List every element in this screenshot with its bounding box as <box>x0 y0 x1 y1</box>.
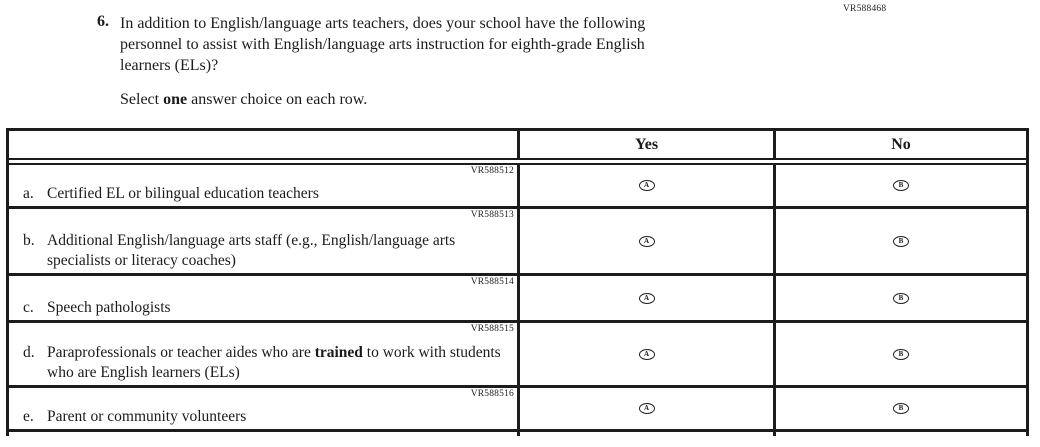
row-e-text-pre: Parent or community volunteers <box>47 407 247 425</box>
row-a-label-cell <box>9 165 520 206</box>
instruction-text <box>120 91 367 109</box>
row-c-letter: c. <box>23 298 34 316</box>
table-header-row <box>9 131 1026 165</box>
row-b-yes-bubble[interactable]: A <box>639 236 655 247</box>
question-text-line-2: personnel to assist with English/language arts instruction for eighth-grade English <box>120 36 645 53</box>
table-row-e <box>9 388 1026 432</box>
row-d-label-cell <box>9 323 520 385</box>
table-row-a <box>9 165 1026 209</box>
row-b-label-cell <box>9 209 520 273</box>
row-a-yes-cell <box>520 165 776 206</box>
row-b-text <box>17 231 514 270</box>
row-a-body <box>47 184 512 204</box>
row-e-body <box>47 407 512 427</box>
column-header-no: No <box>891 135 911 153</box>
row-d-text-pre: Paraprofessionals or teacher aides who are <box>47 344 315 361</box>
row-d-code: VR588515 <box>470 324 514 334</box>
row-c-text-pre: Speech pathologists <box>47 298 171 316</box>
question-number: 6. <box>97 13 109 30</box>
form-code: VR588468 <box>843 4 887 14</box>
row-d-letter: d. <box>23 344 35 361</box>
row-a-letter: a. <box>23 184 34 202</box>
row-b-text-pre: Additional English/language arts staff (e.g., English/language arts specialists or literacy coaches) <box>47 232 456 269</box>
row-a-no-cell <box>776 165 1026 206</box>
row-a-code: VR588512 <box>470 166 514 176</box>
row-b-no-bubble[interactable]: B <box>893 236 909 247</box>
row-b-code: VR588513 <box>470 210 514 220</box>
row-a-yes-bubble[interactable]: A <box>639 180 655 191</box>
table-row-d <box>9 323 1026 388</box>
row-d-no-cell <box>776 323 1026 385</box>
row-d-text <box>17 343 514 382</box>
row-c-no-cell <box>776 276 1026 320</box>
row-d-text-post: to work with students who are English learners (ELs) <box>47 344 501 381</box>
question-text-line-3: learners (ELs)? <box>120 57 219 74</box>
row-e-label-cell <box>9 388 520 429</box>
row-c-yes-bubble[interactable]: A <box>639 293 655 304</box>
row-e-text <box>17 407 514 427</box>
row-c-no-bubble[interactable]: B <box>893 293 909 304</box>
question-text-line-1: In addition to English/language arts teachers, does your school have the following <box>120 15 646 32</box>
column-header-yes: Yes <box>520 131 776 158</box>
row-d-body <box>47 343 512 382</box>
instruction-prefix: Select <box>120 91 164 108</box>
row-c-text <box>17 298 514 318</box>
table-cutoff-stub-divider1 <box>517 429 520 436</box>
row-d-no-bubble[interactable]: B <box>893 349 909 360</box>
row-c-code: VR588514 <box>470 277 514 287</box>
row-b-yes-cell <box>520 209 776 273</box>
row-d-yes-cell <box>520 323 776 385</box>
table-cutoff-stub-divider2 <box>773 429 776 436</box>
row-e-yes-bubble[interactable]: A <box>639 403 655 414</box>
row-e-letter: e. <box>23 407 34 425</box>
column-header-blank <box>9 131 520 158</box>
row-c-label-cell <box>9 276 520 320</box>
row-d-text-bold: trained <box>314 344 363 361</box>
row-a-no-bubble[interactable]: B <box>893 180 909 191</box>
row-b-letter: b. <box>23 232 35 249</box>
instruction-bold: one <box>163 91 188 108</box>
personnel-table <box>6 128 1029 432</box>
row-c-yes-cell <box>520 276 776 320</box>
row-b-body <box>47 231 512 270</box>
row-e-no-bubble[interactable]: B <box>893 403 909 414</box>
question-text <box>120 13 645 76</box>
table-row-c <box>9 276 1026 323</box>
instruction-suffix: answer choice on each row. <box>187 91 368 108</box>
row-d-yes-bubble[interactable]: A <box>639 349 655 360</box>
row-a-text <box>17 184 514 204</box>
row-c-body <box>47 298 512 318</box>
row-e-code: VR588516 <box>470 389 514 399</box>
row-a-text-pre: Certified EL or bilingual education teachers <box>47 184 319 202</box>
table-cutoff-stub-left <box>6 429 9 436</box>
row-b-no-cell <box>776 209 1026 273</box>
table-cutoff-stub-right <box>1026 429 1029 436</box>
row-e-yes-cell <box>520 388 776 429</box>
row-e-no-cell <box>776 388 1026 429</box>
table-row-b <box>9 209 1026 276</box>
